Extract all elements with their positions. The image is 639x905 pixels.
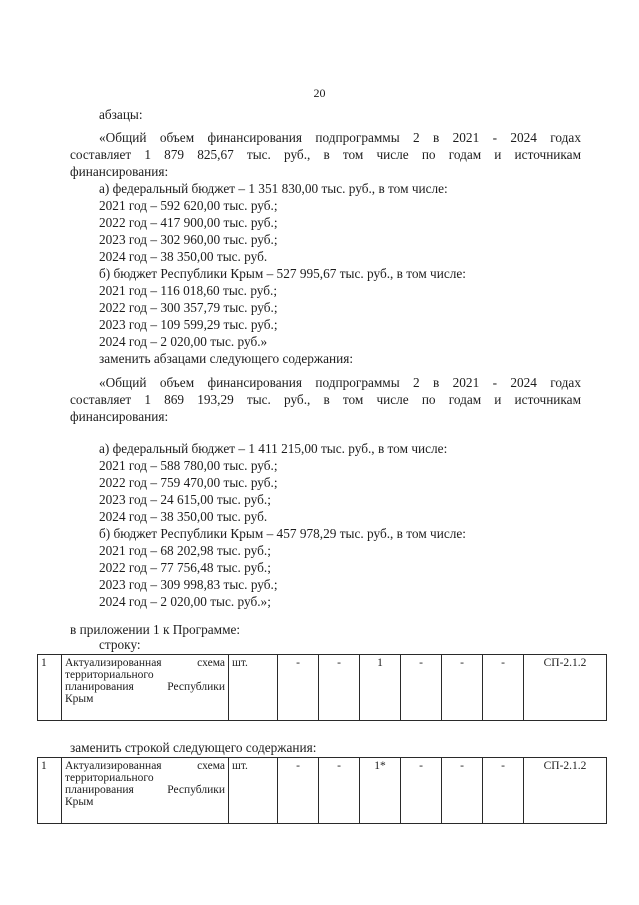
- old-paragraph-line-3: финансирования:: [70, 164, 169, 179]
- row-name-line-1: Актуализированная схема: [65, 760, 225, 772]
- old-federal-2023: 2023 год – 302 960,00 тыс. руб.;: [99, 232, 278, 247]
- row-value-cell: -: [401, 655, 442, 721]
- old-federal-2021: 2021 год – 592 620,00 тыс. руб.;: [99, 198, 278, 213]
- row-number-cell: 1: [38, 655, 62, 721]
- table-row: [38, 758, 607, 824]
- row-name-line-2: территориального: [65, 669, 154, 681]
- old-regional-budget: б) бюджет Республики Крым – 527 995,67 тыс. руб., в том числе:: [99, 266, 466, 281]
- old-federal-2022: 2022 год – 417 900,00 тыс. руб.;: [99, 215, 278, 230]
- row-name-cell: [62, 655, 229, 721]
- old-regional-2022: 2022 год – 300 357,79 тыс. руб.;: [99, 300, 278, 315]
- new-regional-budget: б) бюджет Республики Крым – 457 978,29 тыс. руб., в том числе:: [99, 526, 466, 541]
- row-value-cell: -: [319, 758, 360, 824]
- row-value-cell: -: [483, 655, 524, 721]
- new-regional-2021: 2021 год – 68 202,98 тыс. руб.;: [99, 543, 271, 558]
- row-name-line-3: планирования Республики: [65, 681, 225, 693]
- new-federal-2021: 2021 год – 588 780,00 тыс. руб.;: [99, 458, 278, 473]
- new-regional-2022: 2022 год – 77 756,48 тыс. руб.;: [99, 560, 271, 575]
- old-federal-2024: 2024 год – 38 350,00 тыс. руб.: [99, 249, 268, 264]
- new-paragraph-line-1: «Общий объем финансирования подпрограммы 2 в 2021 - 2024 годах: [99, 375, 581, 390]
- row-unit-cell: шт.: [229, 655, 278, 721]
- row-name-line-3: планирования Республики: [65, 784, 225, 796]
- new-paragraph-line-2: составляет 1 869 193,29 тыс. руб., в том числе по годам и источникам: [70, 392, 581, 407]
- old-paragraph-line-1: «Общий объем финансирования подпрограммы 2 в 2021 - 2024 годах: [99, 130, 581, 145]
- old-regional-2023: 2023 год – 109 599,29 тыс. руб.;: [99, 317, 278, 332]
- row-number-cell: 1: [38, 758, 62, 824]
- row-value-cell: -: [278, 655, 319, 721]
- row-name-cell: [62, 758, 229, 824]
- old-regional-2024: 2024 год – 2 020,00 тыс. руб.»: [99, 334, 268, 349]
- row-name-line-4: Крым: [65, 796, 94, 808]
- row-value-cell: -: [278, 758, 319, 824]
- row-unit-cell: шт.: [229, 758, 278, 824]
- intro-text: абзацы:: [99, 107, 143, 122]
- row-name-line-4: Крым: [65, 693, 94, 705]
- row-name-line-1: Актуализированная схема: [65, 657, 225, 669]
- rows-label: строку:: [99, 637, 141, 652]
- row-name-line-2: территориального: [65, 772, 154, 784]
- old-row-table: [37, 654, 607, 721]
- old-paragraph-line-2: составляет 1 879 825,67 тыс. руб., в том числе по годам и источникам: [70, 147, 581, 162]
- new-federal-2023: 2023 год – 24 615,00 тыс. руб.;: [99, 492, 271, 507]
- new-regional-2024: 2024 год – 2 020,00 тыс. руб.»;: [99, 594, 271, 609]
- page-number: 20: [313, 86, 326, 100]
- row-value-cell: -: [483, 758, 524, 824]
- replace-paragraphs-label: заменить абзацами следующего содержания:: [99, 351, 354, 366]
- new-federal-budget: а) федеральный бюджет – 1 411 215,00 тыс. руб., в том числе:: [99, 441, 448, 456]
- old-regional-2021: 2021 год – 116 018,60 тыс. руб.;: [99, 283, 278, 298]
- row-value-cell: 1: [360, 655, 401, 721]
- row-value-cell: -: [442, 758, 483, 824]
- new-federal-2022: 2022 год – 759 470,00 тыс. руб.;: [99, 475, 278, 490]
- new-row-table: [37, 757, 607, 824]
- new-federal-2024: 2024 год – 38 350,00 тыс. руб.: [99, 509, 268, 524]
- row-code-cell: СП-2.1.2: [524, 758, 607, 824]
- new-paragraph-line-3: финансирования:: [70, 409, 169, 424]
- old-federal-budget: а) федеральный бюджет – 1 351 830,00 тыс. руб., в том числе:: [99, 181, 448, 196]
- row-value-cell: -: [401, 758, 442, 824]
- annex-line: в приложении 1 к Программе:: [70, 622, 241, 637]
- row-value-cell: 1*: [360, 758, 401, 824]
- table-row: [38, 655, 607, 721]
- new-regional-2023: 2023 год – 309 998,83 тыс. руб.;: [99, 577, 278, 592]
- row-code-cell: СП-2.1.2: [524, 655, 607, 721]
- row-value-cell: -: [442, 655, 483, 721]
- replace-row-label: заменить строкой следующего содержания:: [70, 740, 317, 755]
- row-value-cell: -: [319, 655, 360, 721]
